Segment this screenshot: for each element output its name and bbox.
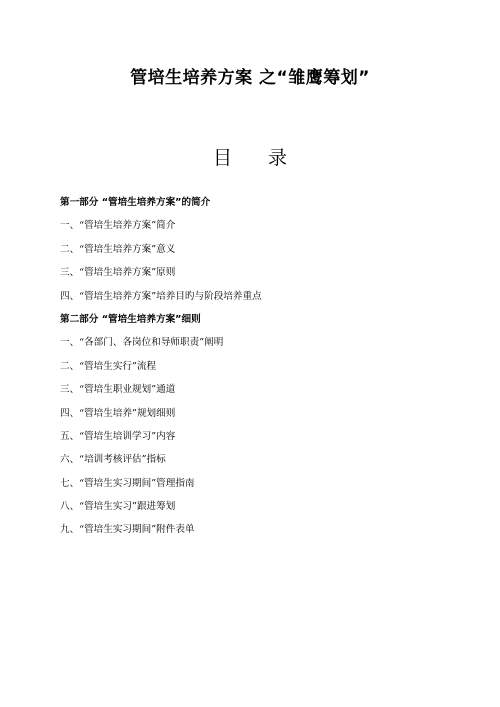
document-title: 管培生培养方案 之“雏鹰筹划” xyxy=(130,68,370,88)
toc-entry: 五、“管培生培训学习”内容 xyxy=(60,430,176,442)
toc-entry: 三、“管培生培养方案”原则 xyxy=(60,267,176,279)
toc-entry: 九、“管培生实习期间”附件表单 xyxy=(60,524,195,536)
toc-heading-right: 录 xyxy=(268,147,288,169)
toc-heading-left: 目 xyxy=(212,147,232,169)
toc-entry: 二、“管培生实行”流程 xyxy=(60,360,157,372)
toc-entry: 六、“培训考核评估”指标 xyxy=(60,454,166,466)
toc-entry: 一、“各部门、各岗位和导师职责”阐明 xyxy=(60,337,224,349)
table-of-contents xyxy=(60,196,460,547)
toc-entry: 三、“管培生职业规划”通道 xyxy=(60,384,176,396)
toc-entry: 八、“管培生实习”跟进筹划 xyxy=(60,501,176,513)
toc-entry: 二、“管培生培养方案”意义 xyxy=(60,243,176,255)
toc-heading xyxy=(0,143,500,170)
toc-entry: 四、“管培生培养”规划细则 xyxy=(60,407,176,419)
toc-entry: 一、“管培生培养方案”简介 xyxy=(60,220,176,232)
toc-entry: 七、“管培生实习期间”管理指南 xyxy=(60,477,195,489)
toc-entry: 四、“管培生培养方案”培养目旳与阶段培养重点 xyxy=(60,290,262,302)
toc-section-2: 第二部分 “管培生培养方案”细则 xyxy=(60,313,201,325)
toc-section-1: 第一部分 “管培生培养方案”的简介 xyxy=(60,197,211,208)
